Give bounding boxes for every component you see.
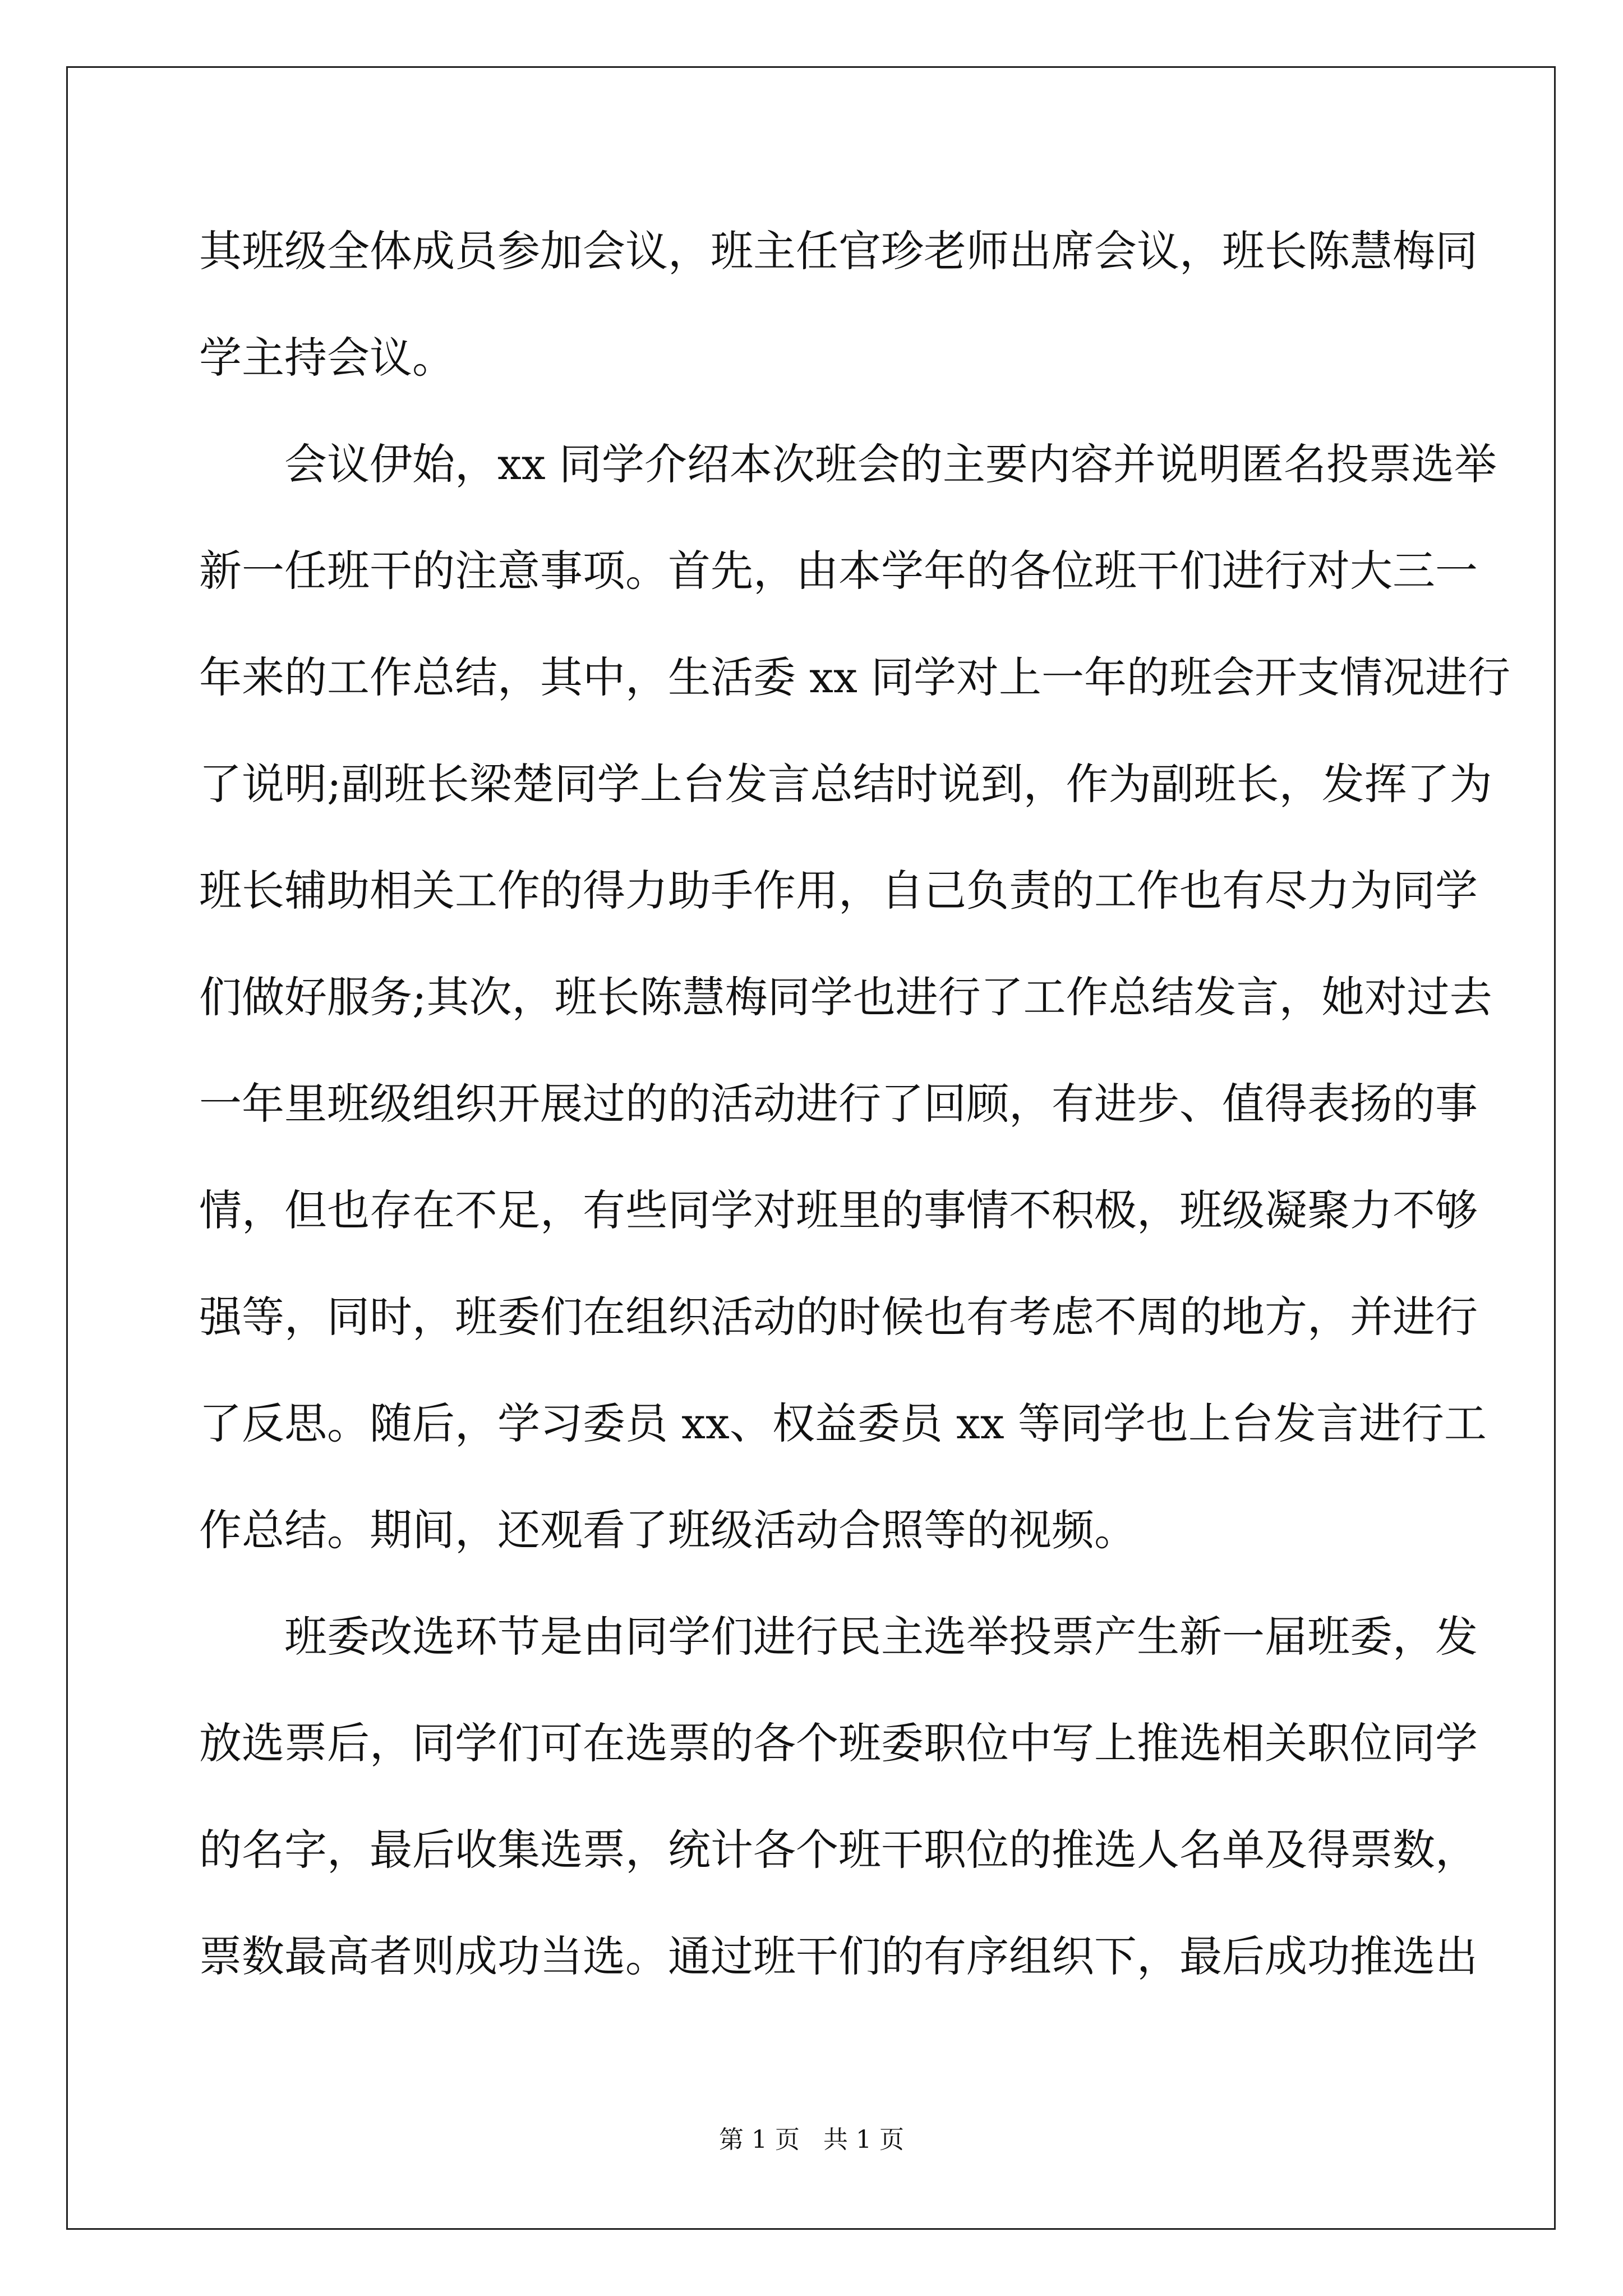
paragraph-2 [199, 426, 1511, 1599]
text-line: 班委改选环节是由同学们进行民主选举投票产生新一届班委，发 [284, 1612, 1478, 1662]
text-line: 年来的工作总结，其中，生活委 xx 同学对上一年的班会开支情况进行 [199, 652, 1511, 702]
text-line: 学主持会议。 [199, 333, 455, 383]
text-line: 情，但也存在不足，有些同学对班里的事情不积极，班级凝聚力不够 [199, 1185, 1478, 1235]
paragraph-3 [199, 1599, 1478, 2025]
text-line: 放选票后，同学们可在选票的各个班委职位中写上推选相关职位同学 [199, 1718, 1478, 1768]
text-line: 了说明;副班长梁楚同学上台发言总结时说到，作为副班长，发挥了为 [199, 759, 1492, 809]
text-line: 其班级全体成员参加会议，班主任官珍老师出席会议，班长陈慧梅同 [199, 226, 1478, 276]
text-line: 作总结。期间，还观看了班级活动合照等的视频。 [199, 1505, 1137, 1555]
text-line: 们做好服务;其次，班长陈慧梅同学也进行了工作总结发言，她对过去 [199, 972, 1492, 1022]
text-line: 了反思。随后，学习委员 xx、权益委员 xx 等同学也上台发言进行工 [199, 1398, 1487, 1448]
text-line: 会议伊始，xx 同学介绍本次班会的主要内容并说明匿名投票选举 [284, 439, 1497, 489]
text-line: 票数最高者则成功当选。通过班干们的有序组织下，最后成功推选出 [199, 1931, 1478, 1981]
text-line: 强等，同时，班委们在组织活动的时候也有考虑不周的地方，并进行 [199, 1292, 1478, 1342]
text-line: 班长辅助相关工作的得力助手作用，自己负责的工作也有尽力为同学 [199, 866, 1478, 915]
text-line: 的名字，最后收集选票，统计各个班干职位的推选人名单及得票数， [199, 1825, 1478, 1875]
text-line: 新一任班干的注意事项。首先，由本学年的各位班干们进行对大三一 [199, 546, 1478, 596]
paragraph-1 [199, 213, 1478, 426]
document-body [199, 213, 1511, 2025]
text-line: 一年里班级组织开展过的的活动进行了回顾，有进步、值得表扬的事 [199, 1079, 1478, 1129]
page-number-footer: 第 1 页 共 1 页 [719, 2125, 904, 2154]
